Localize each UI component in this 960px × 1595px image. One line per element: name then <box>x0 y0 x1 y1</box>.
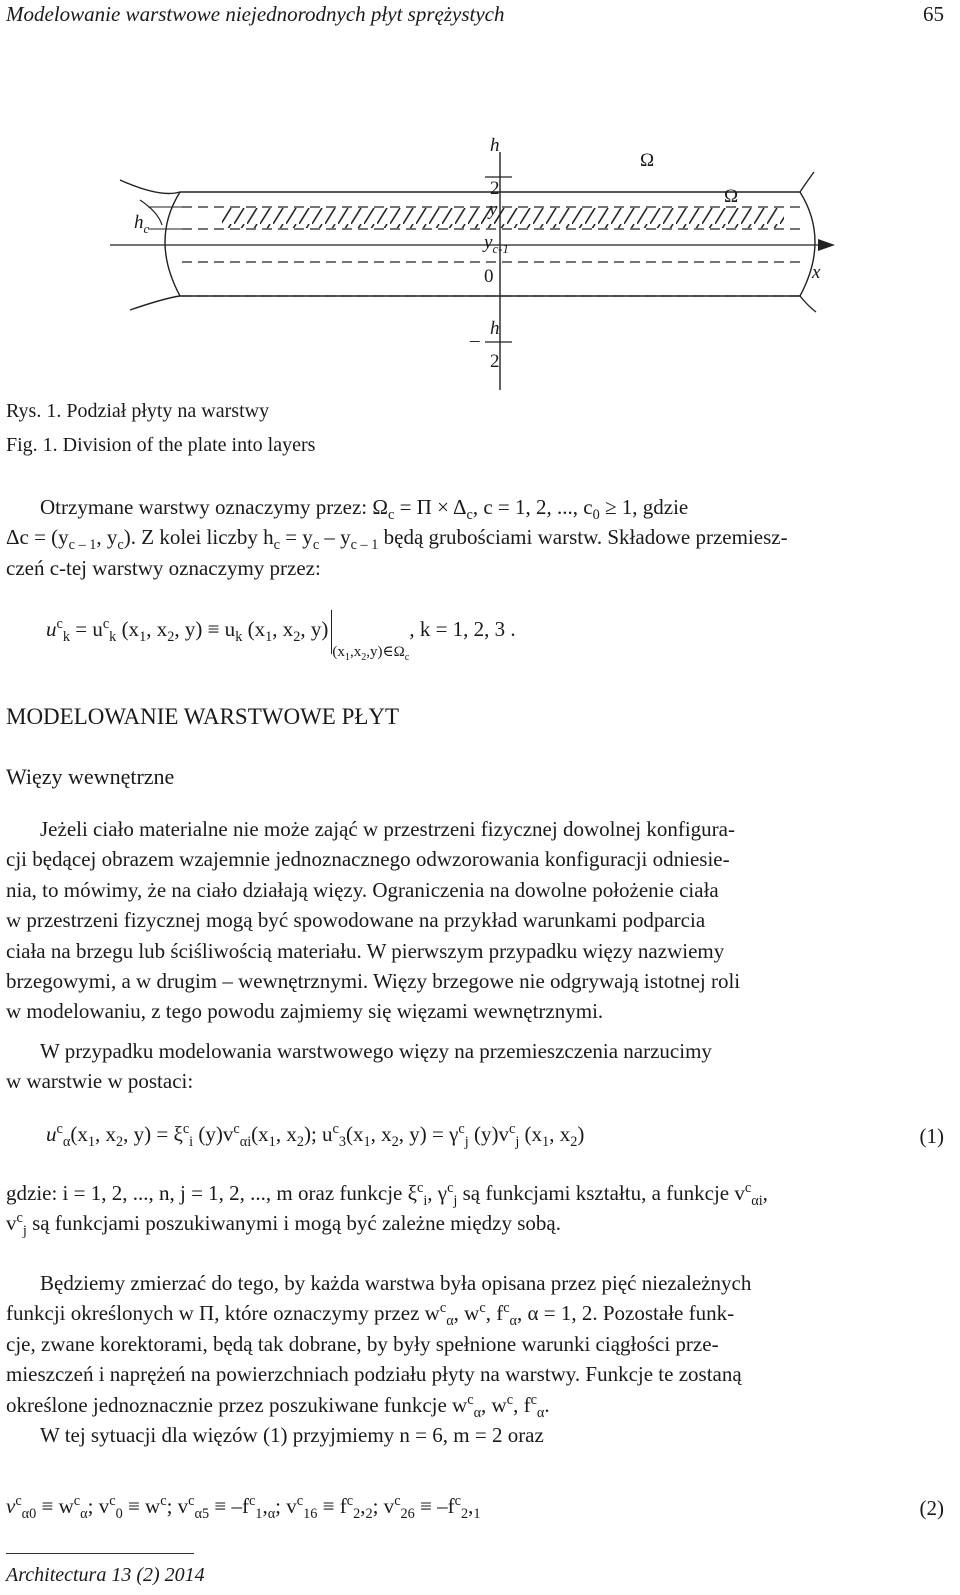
label-x: x <box>812 262 821 283</box>
label-zero: 0 <box>484 266 494 287</box>
paragraph-constraints: Jeżeli ciało materialne nie może zająć w przestrzeni fizycznej dowolnej konfigura- cji będącej obrazem wzajemnie jednoznacznego odwzorowania konfiguracji odniesie- nia, to mówimy, że na ciało działają więzy. Ograniczenia na dowolne położenie ciała w przestrzeni fizycznej mogą być spowodowane na przykład warunkami podparcia ciała na brzegu lub ściśliwością materiału. W pierwszym przypadku więzy nazwiemy brzegowymi, a w drugim – wewnętrznymi. Więzy brzegowe nie odgrywają istotnej roli w modelowaniu, z tego powodu zajmiemy się więzami wewnętrznymi. <box>6 817 741 1024</box>
formula-displacement: $u^c_k = u^c_k$ ($x_1$, $x_2$, $y) \equiv u_k$ ($x_1$, $x_2$, $y)_{(x_1,x_2,y)\in\Omega_c}$, k = 1, 2, 3 . <box>46 610 516 654</box>
equation-1: $u^c_\alpha(x_1$, $x_2$, $y) = \xi^c_i$ $(y)v^c_{\alpha i}(x_1$, $x_2$); $u^c_3(x_1$, $x_2$, $y) = \gamma^c_j$ $(y)v^c_j$ ($x_1$, $x_2$) <box>46 1121 585 1151</box>
label-h-denominator: 2 <box>490 178 500 199</box>
equation-2: $v^c_{\alpha 0} \equiv w^c_\alpha$; $v^c_0 \equiv w^c$; $v^c_{\alpha 5} \equiv -f^c_1,_\alpha$; $v^c_{16} \equiv f^c_2,_2$; $v^c_{26} \equiv -f^c_2,_1$ <box>6 1493 481 1523</box>
label-omega-inner: Ω <box>640 150 655 171</box>
running-header <box>6 2 944 32</box>
section-heading: MODELOWANIE WARSTWOWE PŁYT <box>6 704 400 729</box>
page-number: 65 <box>923 2 944 26</box>
label-y: y <box>489 199 498 220</box>
hatched-layer <box>222 208 784 228</box>
para1-line3: czeń c-tej warstwy oznaczymy przez: <box>6 555 321 580</box>
label-h-numerator: h <box>490 135 500 156</box>
caption-pl: Rys. 1. Podział płyty na warstwy <box>6 400 270 422</box>
plate-bottom-edge <box>130 296 816 312</box>
plate-diagram <box>0 120 960 390</box>
equation-2-number: (2) <box>919 1496 944 1520</box>
plate-left-edge <box>165 192 180 296</box>
paragraph-layer-constraints: W przypadku modelowania warstwowego więzy na przemieszczenia narzucimy w warstwie w postaci: <box>6 1039 712 1094</box>
figure-plate-layers <box>0 120 960 390</box>
label-yc1: $y_{c-1}$ <box>484 232 509 256</box>
plate-top-edge <box>120 172 814 194</box>
label-hc: $h_c$ <box>134 212 150 236</box>
label-negh-denominator: 2 <box>490 351 500 372</box>
equation-1-number: (1) <box>919 1124 944 1148</box>
label-minus: – <box>470 330 480 351</box>
header-title: Modelowanie warstwowe niejednorodnych płyt sprężystych <box>6 2 505 26</box>
paragraph-independent-functions: Będziemy zmierzać do tego, by każda warstwa była opisana przez pięć niezależnych funkcji określonych w Π, które oznaczymy przez $w^c_\alpha$, $w^c$, $f^c_\alpha$, α = 1, 2. Pozostałe funk- cje, zwane korektorami, będą tak dobrane, by były spełnione warunki ciągłości prze- mieszczeń i naprężeń na powierzchniach podziału płyty na warstwy. Funkcje te zostaną określone jednoznacznie przez poszukiwane funkcje $w^c_\alpha$, $w^c$, $f^c_\alpha$. W tej sytuacji dla więzów (1) przyjmiemy n = 6, m = 2 oraz <box>6 1271 752 1448</box>
x-axis-arrow <box>818 239 835 251</box>
paragraph-shape-functions: gdzie: i = 1, 2, ..., n, j = 1, 2, ..., m oraz funkcje $\xi^c_i$, $\gamma^c_j$ są funkcjami kształtu, a funkcje $v^c_{\alpha i}$, $v^c_j$ są funkcjami poszukiwanymi i mogą być zależne między sobą. <box>6 1180 768 1240</box>
journal-footer: Architectura 13 (2) 2014 <box>6 1564 205 1586</box>
para1-line1: Otrzymane warstwy oznaczymy przez: $\Omega_c = \Pi \times \Delta_c$, c = 1, 2, ..., $c_0 \ge 1$, gdzie <box>40 495 689 524</box>
footer-rule <box>6 1553 194 1554</box>
label-omega-outer: Ω <box>724 186 739 207</box>
para1-line2: $\Delta c = (y_{c - 1}$, $y_c$). Z kolei liczby $h_c = y_c - y_{c - 1}$ będą grubościami warstw. Składowe przemiesz- <box>6 525 788 554</box>
subsection-heading: Więzy wewnętrzne <box>6 764 175 789</box>
paragraph-layers <box>6 492 944 583</box>
label-negh-numerator: h <box>490 318 500 339</box>
caption-en: Fig. 1. Division of the plate into layers <box>6 434 316 456</box>
